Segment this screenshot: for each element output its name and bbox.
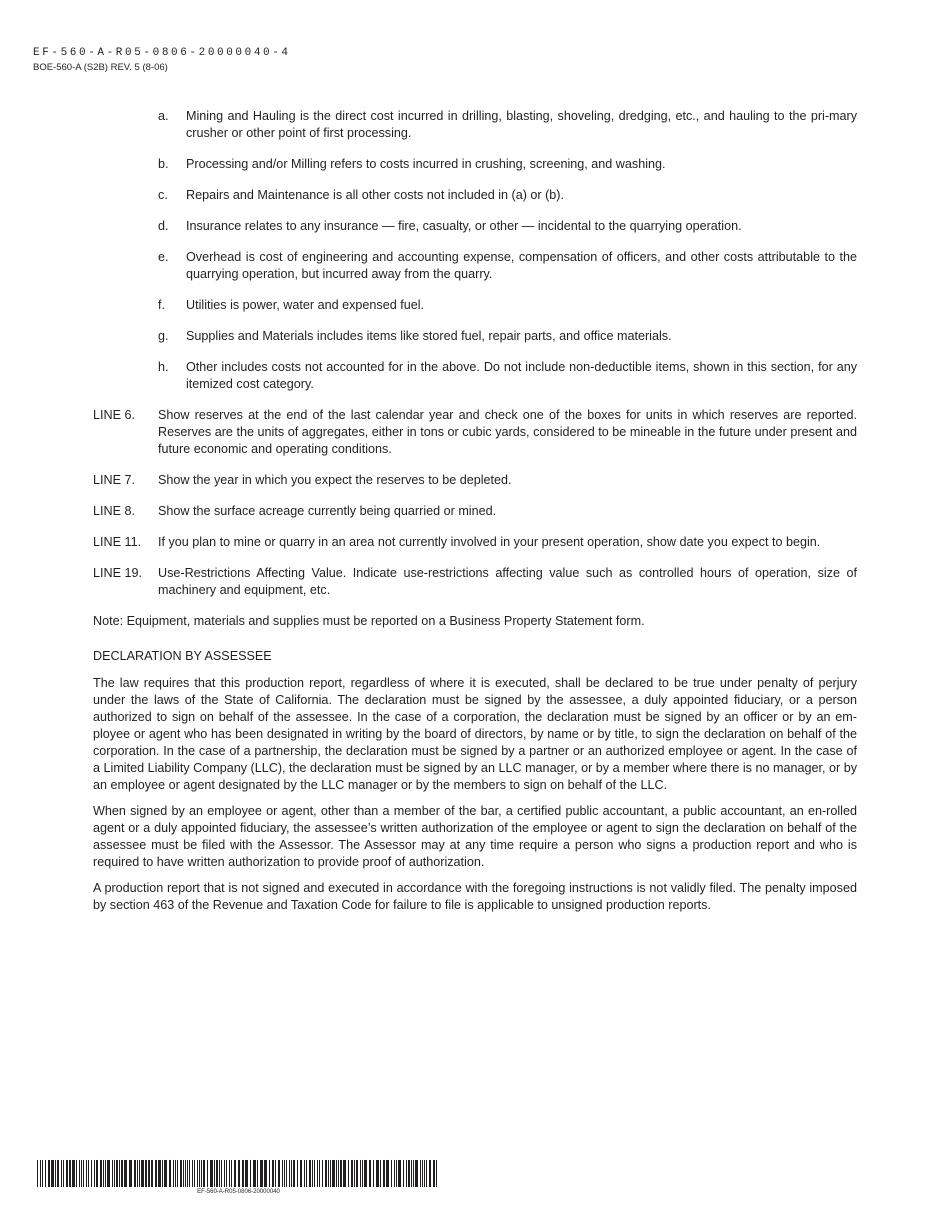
cost-item (158, 249, 857, 283)
cost-item (158, 156, 857, 173)
line-item-text: Show the surface acreage currently being quarried or mined. (158, 504, 497, 518)
cost-item (158, 218, 857, 235)
cost-item-text: Other includes costs not accounted for in the above. Do not include non-deductible items, shown in this section, for any itemized cost category. (186, 360, 857, 391)
declaration-paragraph: The law requires that this production report, regardless of where it is executed, shall be declared to be true under penalty of perjury under the laws of the State of California. The declaration must be signed by the assessee, a duly appointed fiduciary, or a person authorized to sign on behalf of the assessee. In the case of a corporation, the declaration must be signed by an officer or by an em-ployee or agent who has been designated in writing by the board of directors, by name or by title, to sign the declaration on behalf of the corporation. In the case of a partnership, the declaration must be signed by a partner or an authorized employee or agent. In the case of a Limited Liability Company (LLC), the declaration must be signed by an LLC manager, or by a member where there is no manager, or by an employee or agent designated by the LLC manager or by the members to sign on behalf of the LLC. (93, 676, 857, 792)
line-item-label: LINE 19. (93, 566, 143, 580)
line-item-label: LINE 6. (93, 408, 135, 422)
cost-item-letter: h. (158, 360, 169, 374)
cost-item-text: Overhead is cost of engineering and accounting expense, compensation of officers, and other costs attributable to the quarrying operation, but incurred away from the quarry. (186, 250, 857, 281)
line-item-text: Show reserves at the end of the last calendar year and check one of the boxes for units in which reserves are reported. Reserves are the units of aggregates, either in tons or cubic yards, considered to be mineable in the future under present and future economic and operating conditions. (158, 408, 857, 456)
line-item-label: LINE 11. (93, 535, 142, 549)
line-item-label: LINE 7. (93, 473, 135, 487)
line-item-text: Use-Restrictions Affecting Value. Indicate use-restrictions affecting value such as controlled hours of operation, size of machinery and equipment, etc. (158, 566, 857, 597)
cost-items-list (93, 108, 857, 393)
declaration-heading: DECLARATION BY ASSESSEE (93, 649, 272, 663)
cost-item-letter: c. (158, 188, 168, 202)
cost-item-letter: f. (158, 298, 165, 312)
cost-item-text: Processing and/or Milling refers to costs incurred in crushing, screening, and washing. (186, 157, 666, 171)
line-item-text: If you plan to mine or quarry in an area not currently involved in your present operation, show date you expect to begin. (158, 535, 821, 549)
barcode (37, 1160, 440, 1187)
cost-item-text: Supplies and Materials includes items like stored fuel, repair parts, and office materials. (186, 329, 672, 343)
barcode-text: EF-560-A-R05-0806-20000040 (197, 1189, 280, 1195)
cost-item-letter: d. (158, 219, 169, 233)
line-items-list (93, 407, 857, 599)
cost-item (158, 187, 857, 204)
cost-item-text: Repairs and Maintenance is all other costs not included in (a) or (b). (186, 188, 565, 202)
line-item (93, 565, 857, 599)
line-item (93, 472, 857, 489)
line-item (93, 534, 857, 551)
cost-item-letter: b. (158, 157, 169, 171)
cost-item-text: Utilities is power, water and expensed fuel. (186, 298, 425, 312)
cost-item-text: Mining and Hauling is the direct cost incurred in drilling, blasting, shoveling, dredging, etc., and hauling to the pri-mary crusher or other point of first processing. (186, 109, 857, 140)
cost-item-text: Insurance relates to any insurance — fire, casualty, or other — incidental to the quarrying operation. (186, 219, 742, 233)
cost-item-letter: a. (158, 109, 169, 123)
form-revision: BOE-560-A (S2B) REV. 5 (8-06) (33, 62, 168, 73)
note: Note: Equipment, materials and supplies must be reported on a Business Property Statement form. (93, 614, 645, 628)
line-item-text: Show the year in which you expect the reserves to be depleted. (158, 473, 512, 487)
instructions-content (93, 108, 857, 923)
cost-item (158, 359, 857, 393)
cost-item (158, 108, 857, 142)
cost-item-letter: g. (158, 329, 169, 343)
line-item-label: LINE 8. (93, 504, 135, 518)
cost-item (158, 328, 857, 345)
declaration-paragraph: A production report that is not signed and executed in accordance with the foregoing instructions is not validly filed. The penalty imposed by section 463 of the Revenue and Taxation Code for failure to file is applicable to unsigned production reports. (93, 881, 857, 912)
cost-item-letter: e. (158, 250, 169, 264)
form-code: EF-560-A-R05-0806-20000040-4 (33, 47, 291, 59)
line-item (93, 407, 857, 458)
line-item (93, 503, 857, 520)
cost-item (158, 297, 857, 314)
declaration-paragraph: When signed by an employee or agent, other than a member of the bar, a certified public accountant, a public accountant, an en-rolled agent or a duly appointed fiduciary, the assessee’s written authorization of the employee or agent to sign the declaration on behalf of the assessee must be filed with the Assessor. The Assessor may at any time require a person who signs a production report and who is required to have written authorization to provide proof of authorization. (93, 804, 857, 869)
